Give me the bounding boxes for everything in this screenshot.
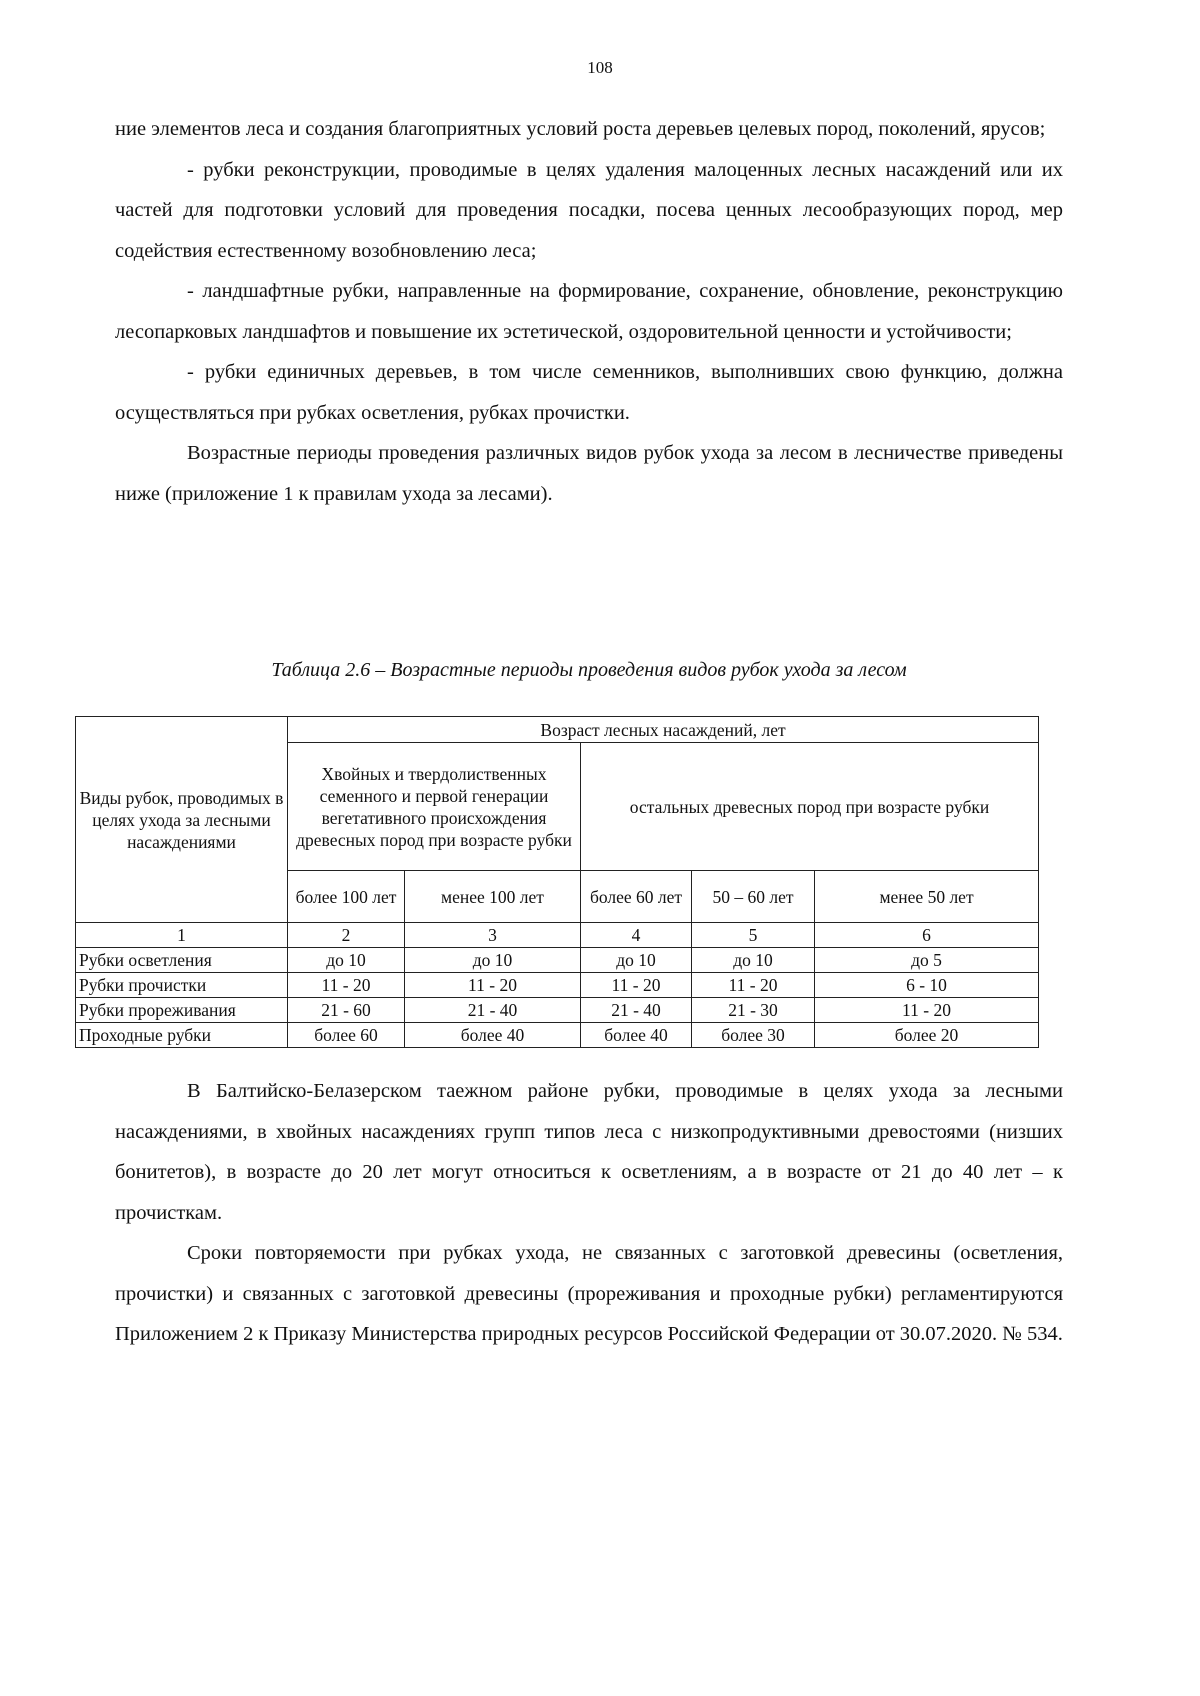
table-row [76, 1023, 1039, 1048]
body-text-top [115, 109, 1063, 514]
table-cell: до 10 [405, 948, 581, 973]
table-cell: более 40 [405, 1023, 581, 1048]
paragraph: - рубки единичных деревьев, в том числе семенников, выполнивших свою функцию, должна осуществляться при рубках осветления, рубках прочистки. [115, 361, 1063, 424]
table-cell: 21 - 40 [581, 998, 692, 1023]
table-row [76, 998, 1039, 1023]
column-number: 4 [581, 923, 692, 948]
table-cell: 11 - 20 [692, 973, 815, 998]
column-number: 6 [815, 923, 1039, 948]
table-cell: 11 - 20 [815, 998, 1039, 1023]
table-cell: 6 - 10 [815, 973, 1039, 998]
header-age: более 60 лет [581, 871, 692, 923]
header-age: 50 – 60 лет [692, 871, 815, 923]
table-cell: более 30 [692, 1023, 815, 1048]
column-number: 3 [405, 923, 581, 948]
header-age: менее 100 лет [405, 871, 581, 923]
row-label: Рубки прореживания [76, 998, 288, 1023]
table-cell: более 40 [581, 1023, 692, 1048]
row-label: Рубки прочистки [76, 973, 288, 998]
column-number: 5 [692, 923, 815, 948]
table-cell: более 20 [815, 1023, 1039, 1048]
table-cell: до 10 [581, 948, 692, 973]
table-cell: 11 - 20 [581, 973, 692, 998]
body-text-bottom [115, 1071, 1063, 1355]
row-label: Рубки осветления [76, 948, 288, 973]
table-cell: 11 - 20 [288, 973, 405, 998]
header-conifer: Хвойных и твердолиственных семенного и первой генерации вегетативного происхождения древесных пород при возрасте рубки [288, 743, 581, 871]
table-row [76, 973, 1039, 998]
header-age-group: Возраст лесных насаждений, лет [288, 717, 1039, 743]
table-cell: 11 - 20 [405, 973, 581, 998]
header-logging-type: Виды рубок, проводимых в целях ухода за лесными насаждениями [76, 717, 288, 923]
logging-age-table [75, 716, 1039, 1048]
header-other-species: остальных древесных пород при возрасте рубки [581, 743, 1039, 871]
table-cell: до 5 [815, 948, 1039, 973]
paragraph: Возрастные периоды проведения различных видов рубок ухода за лесом в лесничестве приведены ниже (приложение 1 к правилам ухода за лесами). [115, 442, 1063, 505]
header-age: менее 50 лет [815, 871, 1039, 923]
column-number: 1 [76, 923, 288, 948]
table-cell: до 10 [288, 948, 405, 973]
table-cell: до 10 [692, 948, 815, 973]
paragraph: - ландшафтные рубки, направленные на формирование, сохранение, обновление, реконструкцию лесопарковых ландшафтов и повышение их эстетической, оздоровительной ценности и устойчивости; [115, 280, 1063, 343]
page-number: 108 [587, 58, 613, 77]
paragraph: В Балтийско-Белазерском таежном районе рубки, проводимые в целях ухода за лесными насаждениями, в хвойных насаждениях групп типов леса с низкопродуктивными древостоями (низших бонитетов), в возрасте до 20 лет могут относиться к осветлениям, а в возрасте от 21 до 40 лет – к прочисткам. [115, 1080, 1063, 1224]
table-cell: более 60 [288, 1023, 405, 1048]
column-number: 2 [288, 923, 405, 948]
paragraph: Сроки повторяемости при рубках ухода, не связанных с заготовкой древесины (осветления, прочистки) и связанных с заготовкой древесины (прореживания и проходные рубки) регламентируются Приложением 2 к Приказу Министерства природных ресурсов Российской Федерации от 30.07.2020. № 534. [115, 1242, 1063, 1345]
table-row [76, 948, 1039, 973]
table-cell: 21 - 60 [288, 998, 405, 1023]
row-label: Проходные рубки [76, 1023, 288, 1048]
table-caption: Таблица 2.6 – Возрастные периоды проведения видов рубок ухода за лесом [271, 659, 907, 681]
table-cell: 21 - 30 [692, 998, 815, 1023]
paragraph: - рубки реконструкции, проводимые в целях удаления малоценных лесных насаждений или их частей для подготовки условий для проведения посадки, посева ценных лесообразующих пород, мер содействия естественному возобновлению леса; [115, 158, 1063, 262]
table-cell: 21 - 40 [405, 998, 581, 1023]
paragraph: ние элементов леса и создания благоприятных условий роста деревьев целевых пород, поколений, ярусов; [115, 118, 1046, 140]
header-age: более 100 лет [288, 871, 405, 923]
